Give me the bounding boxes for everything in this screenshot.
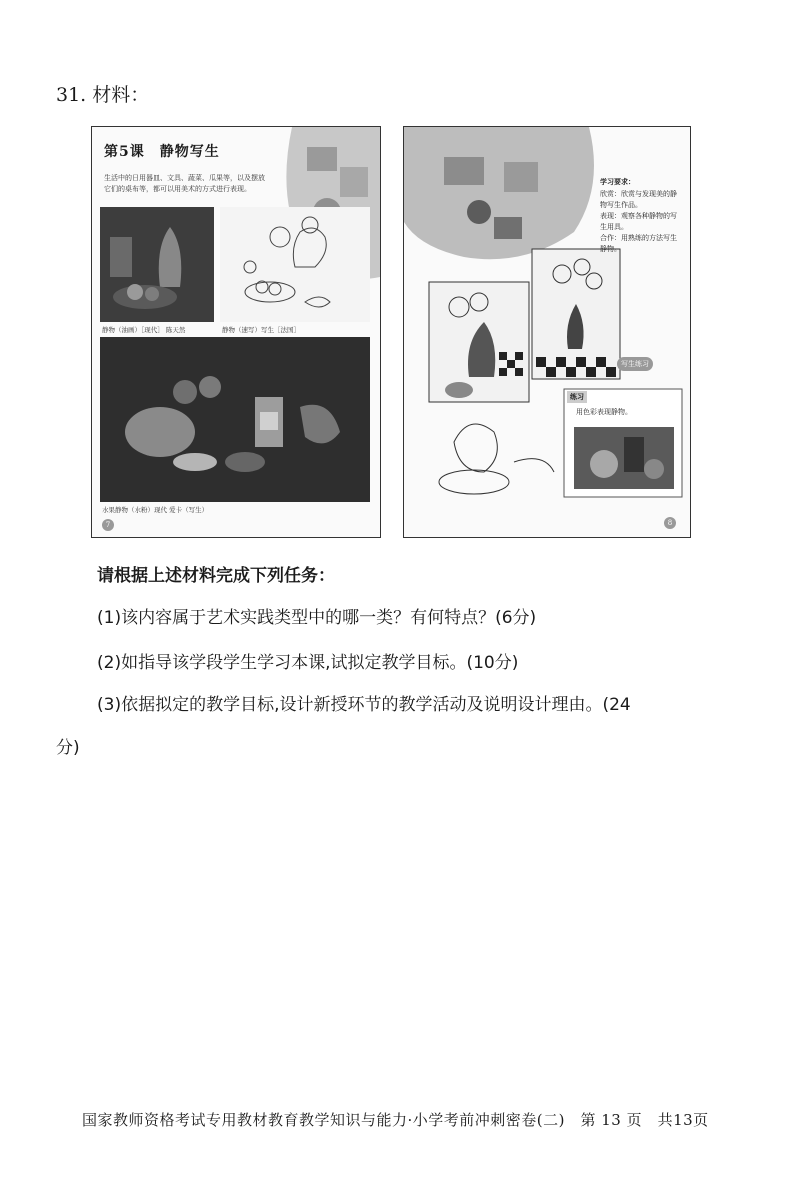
caption-3: 水果静物（水粉）现代 爱卡（写生）: [102, 506, 209, 514]
task-3: (3)依据拟定的教学目标,设计新授环节的教学活动及说明设计理由。(24: [97, 695, 631, 715]
requirement-3: 合作：用熟练的方法写生静物。: [600, 234, 677, 253]
task-2: (2)如指导该学段学生学习本课,试拟定教学目标。(10分): [97, 653, 519, 673]
page-number-right: 8: [664, 517, 676, 529]
oil-painting-image: [100, 207, 214, 322]
requirement-2: 表现：观察各种静物的写生用具。: [600, 212, 677, 231]
tasks-heading: 请根据上述材料完成下列任务：: [97, 566, 335, 586]
practice-text: 用色彩表现静物。: [576, 408, 632, 416]
task-1: (1)该内容属于艺术实践类型中的哪一类？有何特点？(6分): [97, 608, 537, 628]
sketch-image: [220, 207, 370, 322]
gouache-painting-image: [100, 337, 370, 502]
textbook-left-page: [91, 126, 381, 538]
task-3-continuation: 分): [56, 738, 80, 758]
caption-2: 静物（速写）写生［法国］: [222, 326, 300, 334]
exercise-badge: 写生练习: [617, 357, 653, 371]
caption-1: 静物（油画）［现代］ 陈天然: [102, 326, 186, 334]
lesson-title: 第5课 静物写生: [104, 144, 220, 160]
page-number-left: 7: [102, 519, 114, 531]
page-footer: 国家教师资格考试专用教材教育教学知识与能力·小学考前冲刺密卷(二) 第 13 页 共13页: [82, 1111, 709, 1129]
question-label: 材料：: [92, 84, 150, 106]
textbook-right-page: [403, 126, 691, 538]
lesson-intro: 生活中的日用器皿、文具、蔬菜、瓜果等，以及摆放它们的桌布等，都可以用美术的方式进行表现。: [104, 174, 265, 193]
question-number: [56, 80, 149, 107]
requirements-title: 学习要求：: [600, 177, 635, 186]
requirement-1: 欣赏：欣赏与发现美的静物写生作品。: [600, 190, 677, 209]
practice-label: 练习: [567, 391, 587, 403]
question-number-text: 31.: [56, 84, 87, 106]
